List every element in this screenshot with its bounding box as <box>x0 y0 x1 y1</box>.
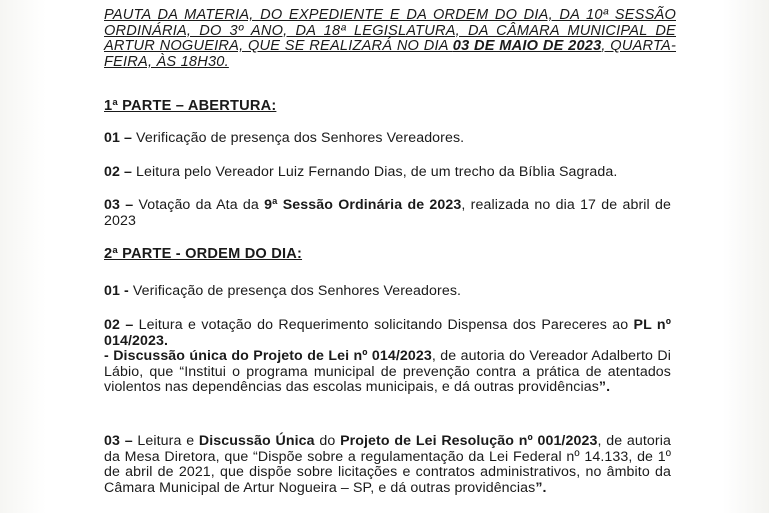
item-number: 01 - <box>104 283 129 299</box>
list-item <box>104 198 671 229</box>
item-text: , de autoria da Mesa Diretora, que “Dispõe sobre a regulamentação da Lei Federal nº 14.133, de 1º de abril de 2021, que dispõe sobre licitações e contratos administrativos, no âmbito da Câmara Municipal de Artur Nogueira – SP, e dá outras providências <box>104 433 671 496</box>
discussion-title: - Discussão única do Projeto de Lei nº 014/2023 <box>104 348 432 364</box>
item-text: , realizada no dia 17 de abril de 2023 <box>104 197 672 229</box>
title-text: PAUTA DA MATERIA, DO EXPEDIENTE E DA ORDEM DO DIA, DA 10ª SESSÃO ORDINÁRIA, DO 3º ANO, DA 18ª LEGISLATURA, DA CÂMARA MUNICIPAL DE ARTUR NOGUEIRA, QUE SE REALIZARÁ NO DIA <box>104 7 676 54</box>
item-text: Leitura pelo Vereador Luiz Fernando Dias, de um trecho da Bíblia Sagrada. <box>132 164 618 180</box>
agenda-title <box>104 8 676 70</box>
item-text: Leitura e <box>132 433 199 449</box>
item-text: , de autoria do Vereador Adalberto Di Lábio, que “Institui o programa municipal de prevenção contra a prática de atentados violentos nas dependências das escolas municipais, e dá outras providências <box>104 348 671 395</box>
item-number: 02 – <box>104 317 134 333</box>
list-item <box>104 434 671 496</box>
session-date: 03 DE MAIO DE 2023 <box>452 38 602 54</box>
item-text: Votação da Ata da <box>133 197 265 213</box>
closing-quote: ”. <box>598 379 611 395</box>
item-number: 03 – <box>104 197 134 213</box>
section-heading-abertura: 1ª PARTE – ABERTURA: <box>104 98 277 114</box>
item-text: do <box>314 433 341 449</box>
item-number: 03 – <box>104 433 133 449</box>
title-text-end: , QUARTA-FEIRA, ÀS 18H30. <box>104 38 677 70</box>
list-item <box>104 318 671 396</box>
closing-quote: ”. <box>535 479 547 496</box>
item-text: Leitura e votação do Requerimento solicitando Dispensa dos Pareceres ao <box>133 317 634 333</box>
section-heading-ordem-do-dia: 2ª PARTE - ORDEM DO DIA: <box>104 246 303 262</box>
bill-reference: Projeto de Lei Resolução nº 001/2023 <box>340 433 598 449</box>
item-number: 02 – <box>104 164 133 180</box>
list-item <box>104 165 671 181</box>
discussion-label: Discussão Única <box>198 433 315 449</box>
session-reference: 9ª Sessão Ordinária de 2023 <box>264 197 462 213</box>
item-text: Verificação de presença dos Senhores Vereadores. <box>132 130 465 146</box>
list-item <box>104 131 671 147</box>
bill-reference: PL nº 014/2023. <box>104 317 671 349</box>
item-text: Verificação de presença dos Senhores Vereadores. <box>128 283 462 299</box>
item-number: 01 – <box>104 130 133 146</box>
list-item <box>104 284 671 300</box>
